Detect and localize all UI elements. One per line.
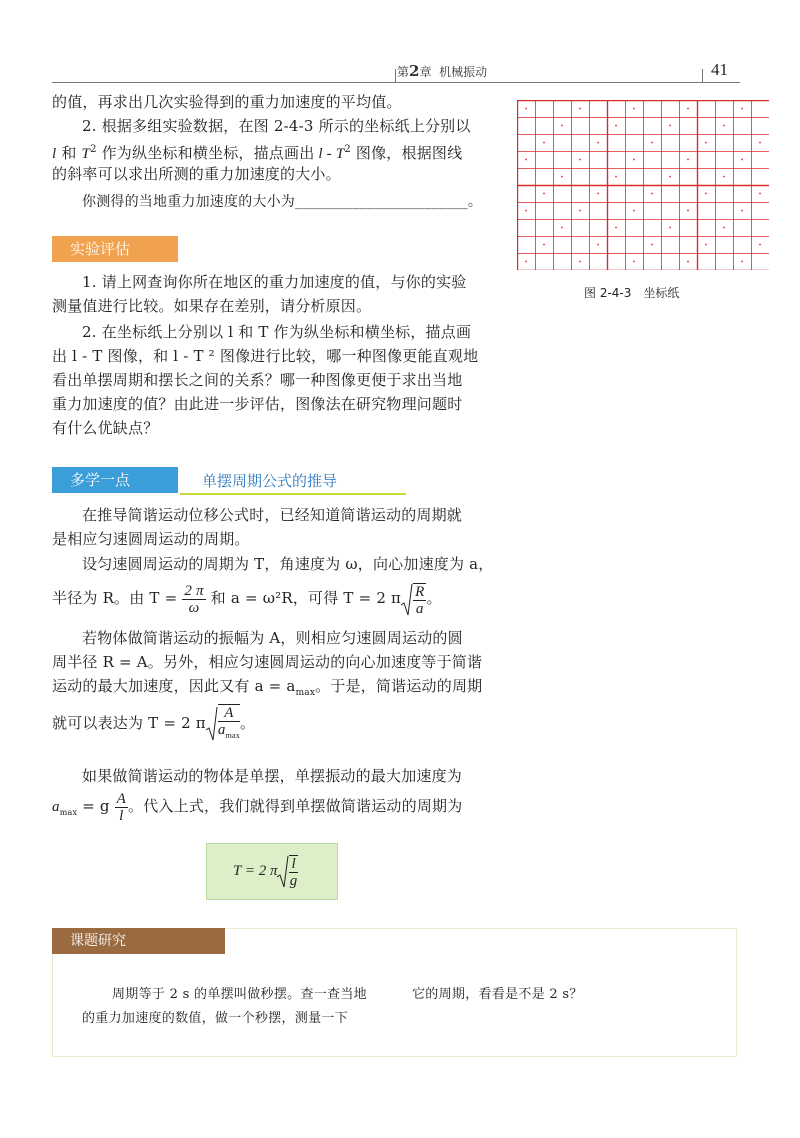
superscript: 2 bbox=[344, 144, 351, 155]
paragraph-line: 1. 请上网查询你所在地区的重力加速度的值，与你的实验 bbox=[82, 273, 467, 291]
text-fragment: 。代入上式，我们就得到单摆做简谐运动的周期为 bbox=[128, 797, 463, 815]
grid-dot bbox=[723, 227, 725, 229]
grid-dot bbox=[561, 227, 563, 229]
text-fragment: 作为纵坐标和横坐标，描点画出 bbox=[96, 144, 315, 162]
paragraph-line: 是相应匀速圆周运动的周期。 bbox=[52, 530, 250, 548]
symbol-T: T bbox=[81, 146, 91, 162]
formula-line bbox=[52, 704, 497, 744]
grid-dot bbox=[705, 142, 707, 144]
grid-dot bbox=[543, 193, 545, 195]
grid-dot bbox=[741, 108, 743, 110]
grid-dot bbox=[525, 108, 527, 110]
grid-dot bbox=[615, 125, 617, 127]
symbol-a: a bbox=[217, 722, 226, 738]
grid-dot bbox=[687, 261, 689, 263]
grid-dot bbox=[597, 193, 599, 195]
grid-dot bbox=[687, 210, 689, 212]
paragraph-line: 2. 在坐标纸上分别以 l 和 T 作为纵坐标和横坐标，描点画 bbox=[82, 323, 472, 341]
paragraph-line bbox=[52, 674, 497, 705]
paragraph-line: 的斜率可以求出所测的重力加速度的大小。 bbox=[52, 165, 341, 183]
formula-line bbox=[52, 788, 497, 831]
grid-dot bbox=[525, 159, 527, 161]
paragraph-line: 若物体做简谐运动的振幅为 A，则相应匀速圆周运动的圆 bbox=[82, 629, 463, 647]
fraction-numerator: l bbox=[291, 856, 296, 873]
text-fragment: 。 bbox=[467, 194, 483, 210]
fraction bbox=[115, 791, 128, 824]
paragraph-line: 出 l - T 图像，和 l - T ² 图像进行比较，哪一种图像更能直观地 bbox=[52, 347, 479, 365]
grid-dot bbox=[759, 193, 761, 195]
grid-dot bbox=[615, 227, 617, 229]
chapter-title: 机械振动 bbox=[439, 65, 488, 79]
text-fragment: 就可以表达为 T = 2 π bbox=[52, 714, 206, 732]
graph-label: l - T bbox=[314, 146, 345, 162]
paragraph-line: 如果做简谐运动的物体是单摆，单摆振动的最大加速度为 bbox=[82, 767, 463, 785]
grid-dot bbox=[741, 210, 743, 212]
graph-paper bbox=[517, 100, 769, 270]
grid-dot bbox=[705, 244, 707, 246]
grid-dot bbox=[651, 193, 653, 195]
chapter-header bbox=[397, 62, 487, 80]
research-line: 它的周期，看看是不是 2 s？ bbox=[412, 987, 583, 1002]
paragraph-line: 设匀速圆周运动的周期为 T，角速度为 ω，向心加速度为 a， bbox=[82, 555, 494, 573]
grid-dot bbox=[723, 176, 725, 178]
section-subtitle: 单摆周期公式的推导 bbox=[202, 472, 338, 490]
subtitle-underline bbox=[180, 493, 406, 495]
chapter-suffix: 章 bbox=[419, 65, 432, 79]
grid-dot bbox=[759, 244, 761, 246]
subscript: max bbox=[295, 688, 316, 698]
grid-dot bbox=[579, 159, 581, 161]
grid-dot bbox=[741, 261, 743, 263]
fraction-denominator bbox=[218, 722, 240, 744]
text-fragment: 图像，根据图线 bbox=[350, 144, 463, 162]
header-tick bbox=[395, 69, 396, 82]
subscript: max bbox=[59, 808, 78, 817]
grid-dot bbox=[669, 125, 671, 127]
measured-line bbox=[52, 190, 497, 214]
fraction-denominator: a bbox=[415, 601, 424, 617]
figure-caption: 图 2-4-3 坐标纸 bbox=[584, 286, 680, 300]
grid-dot bbox=[579, 210, 581, 212]
text-fragment: 半径为 R。由 T = bbox=[52, 589, 183, 607]
grid-dot bbox=[597, 142, 599, 144]
grid-dot bbox=[579, 108, 581, 110]
paragraph-line: 有什么优缺点？ bbox=[52, 419, 159, 437]
square-root bbox=[206, 704, 240, 744]
grid-dot bbox=[579, 261, 581, 263]
header-rule bbox=[52, 82, 740, 83]
text-fragment: 和 bbox=[56, 144, 82, 162]
grid-dot bbox=[525, 261, 527, 263]
fraction-denominator: g bbox=[289, 873, 298, 890]
paragraph-line: 在推导简谐运动位移公式时，已经知道简谐运动的周期就 bbox=[82, 506, 463, 524]
paragraph-line: 测量值进行比较。如果存在差别，请分析原因。 bbox=[52, 297, 372, 315]
square-root bbox=[277, 854, 297, 890]
grid-dot bbox=[543, 142, 545, 144]
paragraph-line: 2. 根据多组实验数据，在图 2-4-3 所示的坐标纸上分别以 bbox=[82, 117, 471, 135]
fraction-numerator: R bbox=[415, 584, 425, 600]
text-fragment: 你测得的当地重力加速度的大小为 bbox=[82, 194, 295, 210]
section-tag-research: 课题研究 bbox=[52, 928, 225, 954]
header-tick bbox=[702, 69, 703, 82]
formula-line bbox=[52, 580, 497, 617]
text-fragment: 。 bbox=[426, 589, 442, 607]
grid-dot bbox=[633, 261, 635, 263]
grid-dot bbox=[723, 125, 725, 127]
grid-dot bbox=[633, 210, 635, 212]
grid-dot bbox=[615, 176, 617, 178]
grid-dot bbox=[669, 176, 671, 178]
square-root bbox=[401, 581, 426, 617]
paragraph-line: 重力加速度的值？由此进一步评估，图像法在研究物理问题时 bbox=[52, 395, 463, 413]
symbol-l: l bbox=[52, 146, 57, 162]
research-line: 的重力加速度的数值，做一个秒摆，测量一下 bbox=[82, 1011, 349, 1026]
fraction-denominator: ω bbox=[188, 599, 200, 616]
page-number: 41 bbox=[711, 60, 728, 79]
pendulum-formula-box bbox=[206, 843, 338, 900]
fraction bbox=[182, 583, 205, 616]
grid-dot bbox=[741, 159, 743, 161]
text-fragment: 。 bbox=[239, 714, 256, 732]
grid-dot bbox=[687, 108, 689, 110]
grid-dot bbox=[543, 244, 545, 246]
grid-dot bbox=[651, 244, 653, 246]
grid-dot bbox=[651, 142, 653, 144]
fraction-denominator: l bbox=[119, 807, 124, 824]
fraction-numerator: 2 π bbox=[184, 582, 204, 599]
grid-dot bbox=[759, 142, 761, 144]
text-fragment: = g bbox=[77, 797, 115, 815]
grid-dot bbox=[633, 159, 635, 161]
fraction-numerator: A bbox=[116, 790, 127, 807]
text-fragment: 。于是，简谐运动的周期 bbox=[315, 677, 483, 695]
grid-dot bbox=[561, 125, 563, 127]
text-fragment: 运动的最大加速度，因此又有 a = a bbox=[52, 677, 296, 695]
chapter-number: 2 bbox=[409, 62, 420, 80]
research-line: 周期等于 2 s 的单摆叫做秒摆。查一查当地 bbox=[112, 987, 367, 1002]
paragraph-line: 的值，再求出几次实验得到的重力加速度的平均值。 bbox=[52, 93, 402, 111]
symbol-a: a bbox=[52, 799, 60, 815]
fraction-numerator: A bbox=[218, 705, 240, 722]
grid-dot bbox=[705, 193, 707, 195]
grid-dot bbox=[687, 159, 689, 161]
grid-dot bbox=[633, 108, 635, 110]
grid-dot bbox=[597, 244, 599, 246]
paragraph-line: 看出单摆周期和摆长之间的关系？哪一种图像更便于求出当地 bbox=[52, 371, 463, 389]
subscript: max bbox=[225, 731, 240, 740]
grid-dot bbox=[561, 176, 563, 178]
chapter-prefix: 第 bbox=[397, 65, 410, 79]
grid-dot bbox=[669, 227, 671, 229]
section-tag-more: 多学一点 bbox=[52, 467, 178, 493]
paragraph-line: 周半径 R = A。另外，相应匀速圆周运动的向心加速度等于简谐 bbox=[52, 653, 483, 671]
superscript: 2 bbox=[90, 144, 97, 155]
grid-dot bbox=[525, 210, 527, 212]
section-tag-evaluation: 实验评估 bbox=[52, 236, 178, 262]
answer-blank[interactable]: ________________________ bbox=[295, 194, 468, 210]
formula-lhs: T = 2 π bbox=[233, 863, 278, 879]
text-fragment: 和 a = ω²R，可得 T = 2 π bbox=[205, 589, 402, 607]
